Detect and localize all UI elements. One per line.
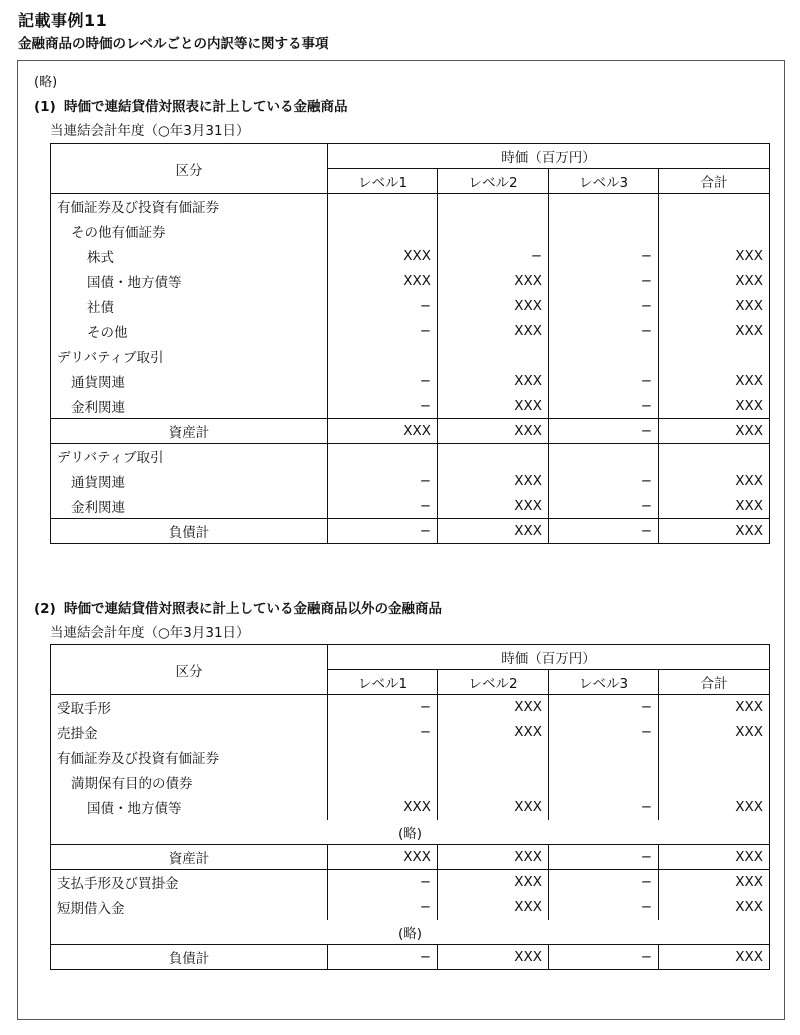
cell-total: XXX [659, 720, 770, 745]
cell-level2: XXX [438, 720, 549, 745]
fair-value-table-1 [50, 143, 770, 544]
cell-level1: − [328, 895, 438, 920]
cell-total: XXX [659, 870, 770, 895]
section-2-date: 当連結会計年度（○年3月31日） [50, 625, 250, 641]
cell-total: XXX [659, 244, 770, 269]
cell-level2: XXX [438, 419, 549, 444]
row-label: 通貨関連 [51, 469, 328, 494]
section-1-date: 当連結会計年度（○年3月31日） [50, 123, 250, 139]
cell-level1 [328, 770, 438, 795]
header-jika: 時価（百万円） [328, 144, 770, 169]
cell-total: XXX [659, 895, 770, 920]
cell-level3: − [549, 895, 659, 920]
row-label: 支払手形及び買掛金 [51, 870, 328, 895]
cell-total: XXX [659, 394, 770, 419]
table-row [51, 219, 770, 244]
header-level3: レベル3 [549, 670, 659, 695]
cell-level1: − [328, 294, 438, 319]
cell-level3 [549, 745, 659, 770]
table-row [51, 194, 770, 219]
table-row [51, 344, 770, 369]
table-row [51, 770, 770, 795]
row-label: 満期保有目的の債券 [51, 770, 328, 795]
row-label: 株式 [51, 244, 328, 269]
cell-level3 [549, 444, 659, 469]
table-row [51, 294, 770, 319]
row-label: 受取手形 [51, 695, 328, 720]
row-label: その他 [51, 319, 328, 344]
total-row-assets [51, 419, 770, 444]
section-2-heading [34, 597, 442, 617]
header-level1: レベル1 [328, 169, 438, 194]
cell-level1: − [328, 695, 438, 720]
row-label: 負債計 [51, 945, 328, 970]
header-jika: 時価（百万円） [328, 645, 770, 670]
cell-level1: − [328, 494, 438, 519]
cell-level1: XXX [328, 269, 438, 294]
cell-level2 [438, 194, 549, 219]
cell-level1 [328, 745, 438, 770]
cell-level2: XXX [438, 319, 549, 344]
section-2-number: (2) [34, 601, 56, 617]
cell-total [659, 194, 770, 219]
cell-total [659, 745, 770, 770]
header-total: 合計 [659, 169, 770, 194]
row-label: 国債・地方債等 [51, 269, 328, 294]
cell-total [659, 344, 770, 369]
cell-total: XXX [659, 294, 770, 319]
section-1-heading [34, 95, 348, 115]
cell-level1 [328, 444, 438, 469]
row-label: デリバティブ取引 [51, 344, 328, 369]
cell-level2: XXX [438, 845, 549, 870]
document-title: 記載事例11 [18, 11, 108, 30]
cell-total [659, 444, 770, 469]
cell-level2 [438, 344, 549, 369]
cell-level1 [328, 194, 438, 219]
omitted-row [51, 920, 770, 945]
table-row [51, 745, 770, 770]
cell-level3: − [549, 695, 659, 720]
section-2-title: 時価で連結貸借対照表に計上している金融商品以外の金融商品 [64, 601, 442, 617]
cell-total [659, 219, 770, 244]
header-level2: レベル2 [438, 169, 549, 194]
cell-level3: − [549, 419, 659, 444]
cell-level3: − [549, 519, 659, 544]
table-header-row [51, 144, 770, 169]
row-label: 資産計 [51, 845, 328, 870]
cell-level2: XXX [438, 269, 549, 294]
cell-total: XXX [659, 519, 770, 544]
cell-total: XXX [659, 494, 770, 519]
cell-level3: − [549, 394, 659, 419]
row-label: 有価証券及び投資有価証券 [51, 194, 328, 219]
table-row [51, 319, 770, 344]
cell-total: XXX [659, 319, 770, 344]
row-label: 短期借入金 [51, 895, 328, 920]
row-label: 金利関連 [51, 394, 328, 419]
row-label: 金利関連 [51, 494, 328, 519]
omitted-note: (略) [51, 920, 770, 945]
cell-level2 [438, 444, 549, 469]
cell-level3: − [549, 845, 659, 870]
cell-level2: XXX [438, 369, 549, 394]
cell-level3 [549, 194, 659, 219]
table-header-row [51, 645, 770, 670]
row-label: 通貨関連 [51, 369, 328, 394]
cell-level1: XXX [328, 845, 438, 870]
cell-total: XXX [659, 469, 770, 494]
cell-total: XXX [659, 845, 770, 870]
header-kubun: 区分 [51, 144, 328, 194]
cell-level1: XXX [328, 419, 438, 444]
cell-level3: − [549, 369, 659, 394]
cell-total: XXX [659, 945, 770, 970]
cell-level2: XXX [438, 469, 549, 494]
cell-total: XXX [659, 795, 770, 820]
header-level2: レベル2 [438, 670, 549, 695]
cell-level1: − [328, 369, 438, 394]
cell-level1: − [328, 720, 438, 745]
fair-value-table-2 [50, 644, 770, 970]
table-row [51, 720, 770, 745]
cell-level2: − [438, 244, 549, 269]
cell-level2: XXX [438, 695, 549, 720]
cell-level3: − [549, 945, 659, 970]
cell-level3: − [549, 469, 659, 494]
table-row [51, 870, 770, 895]
cell-level3: − [549, 870, 659, 895]
cell-level2: XXX [438, 895, 549, 920]
cell-level1: XXX [328, 795, 438, 820]
cell-level3: − [549, 294, 659, 319]
cell-level1: − [328, 870, 438, 895]
table-row [51, 244, 770, 269]
cell-level2: XXX [438, 294, 549, 319]
cell-level3 [549, 770, 659, 795]
cell-total: XXX [659, 419, 770, 444]
cell-level1: − [328, 319, 438, 344]
row-label: 売掛金 [51, 720, 328, 745]
cell-level1: − [328, 469, 438, 494]
cell-level1: − [328, 945, 438, 970]
table-row [51, 795, 770, 820]
total-row-liabilities [51, 945, 770, 970]
omitted-note: (略) [51, 820, 770, 845]
omitted-note-top: (略) [34, 75, 58, 90]
cell-level2: XXX [438, 394, 549, 419]
row-label: 負債計 [51, 519, 328, 544]
table-row [51, 369, 770, 394]
row-label: 有価証券及び投資有価証券 [51, 745, 328, 770]
header-kubun: 区分 [51, 645, 328, 695]
cell-level3: − [549, 795, 659, 820]
total-row-liabilities [51, 519, 770, 544]
cell-level3 [549, 344, 659, 369]
header-level1: レベル1 [328, 670, 438, 695]
table-row [51, 494, 770, 519]
table-row [51, 269, 770, 294]
document-subtitle: 金融商品の時価のレベルごとの内訳等に関する事項 [18, 36, 329, 52]
cell-total: XXX [659, 369, 770, 394]
cell-level1: − [328, 519, 438, 544]
cell-level2 [438, 219, 549, 244]
total-row-assets [51, 845, 770, 870]
cell-level3: − [549, 720, 659, 745]
header-level3: レベル3 [549, 169, 659, 194]
cell-level2: XXX [438, 519, 549, 544]
cell-level3 [549, 219, 659, 244]
row-label: デリバティブ取引 [51, 444, 328, 469]
cell-level2 [438, 745, 549, 770]
table-row [51, 469, 770, 494]
cell-level2 [438, 770, 549, 795]
cell-level2: XXX [438, 494, 549, 519]
table-row [51, 695, 770, 720]
cell-level2: XXX [438, 870, 549, 895]
cell-level3: − [549, 244, 659, 269]
cell-level1: XXX [328, 244, 438, 269]
table-row [51, 444, 770, 469]
section-1-title: 時価で連結貸借対照表に計上している金融商品 [64, 99, 348, 115]
cell-level1 [328, 219, 438, 244]
cell-total: XXX [659, 695, 770, 720]
row-label: その他有価証券 [51, 219, 328, 244]
table-row [51, 895, 770, 920]
cell-level3: − [549, 269, 659, 294]
cell-level3: − [549, 494, 659, 519]
cell-level2: XXX [438, 945, 549, 970]
cell-level1: − [328, 394, 438, 419]
row-label: 国債・地方債等 [51, 795, 328, 820]
header-total: 合計 [659, 670, 770, 695]
cell-level3: − [549, 319, 659, 344]
cell-total [659, 770, 770, 795]
table-row [51, 394, 770, 419]
section-1-number: (1) [34, 99, 56, 115]
cell-total: XXX [659, 269, 770, 294]
cell-level1 [328, 344, 438, 369]
omitted-row [51, 820, 770, 845]
row-label: 資産計 [51, 419, 328, 444]
row-label: 社債 [51, 294, 328, 319]
cell-level2: XXX [438, 795, 549, 820]
